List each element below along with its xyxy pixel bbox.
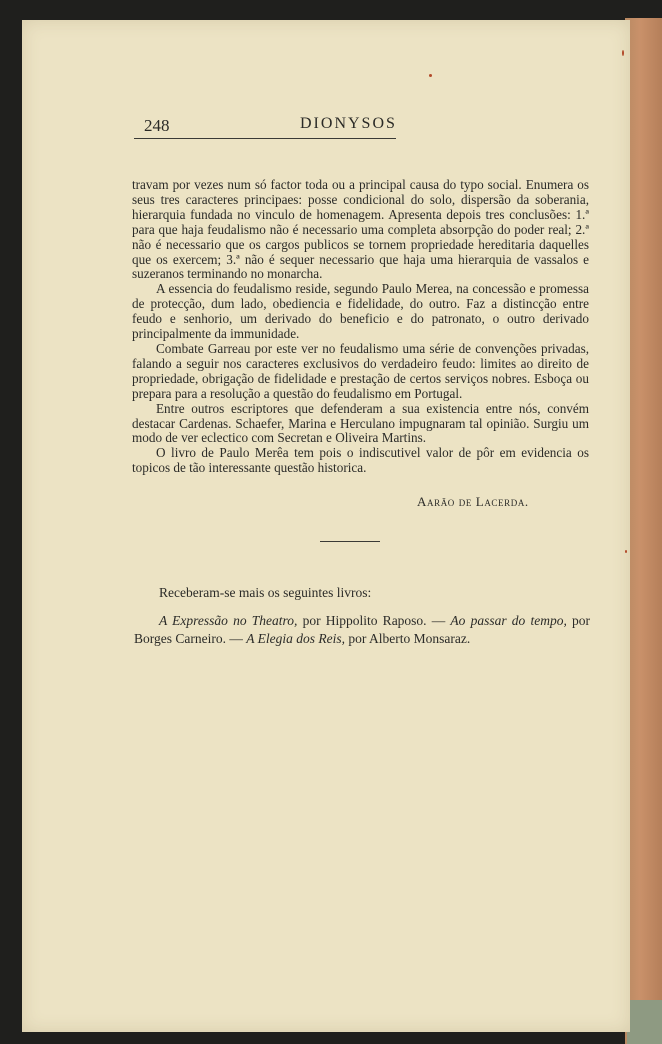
paragraph: Entre outros escriptores que defenderam a sua existencia entre nós, convém destacar Cardenas. Schaefer, Marina e Herculano impugnaram tal opinião. Surgiu um modo de ver eclectico com Secretan e Oliveira Martins. — [132, 400, 589, 446]
book-title: A Expressão no Theatro, — [159, 613, 298, 628]
running-title: DIONYSOS — [300, 115, 397, 132]
ink-speck — [429, 74, 432, 77]
book-page — [22, 20, 630, 1032]
page-number: 248 — [144, 116, 170, 135]
article-body — [132, 178, 589, 476]
adjacent-page-edge — [625, 18, 662, 1044]
book-title: A Elegia dos Reis, — [246, 631, 345, 646]
received-books-intro: Receberam-se mais os seguintes livros: — [159, 585, 372, 600]
book-author: por Borges Carneiro. — — [134, 613, 591, 646]
received-books-list — [134, 612, 590, 648]
paragraph: O livro de Paulo Merêa tem pois o indiscutivel valor de pôr em evidencia os topicos de tão interessante questão historica. — [132, 445, 589, 476]
book-author: por Alberto Monsaraz. — [344, 631, 471, 646]
page-header — [134, 114, 396, 139]
ink-speck — [622, 50, 624, 56]
author-signature: Aarão de Lacerda. — [417, 494, 529, 509]
book-author: por Hippolito Raposo. — — [297, 613, 451, 628]
ink-speck — [625, 550, 627, 553]
paragraph: A essencia do feudalismo reside, segundo Paulo Merea, na concessão e promessa de protecção, dum lado, obediencia e fidelidade, do outro. Faz a distincção entre feudo e senhorio, um derivado do beneficio e do patronato, o outro derivado principalmente da immunidade. — [132, 281, 589, 342]
paragraph: travam por vezes num só factor toda ou a principal causa do typo social. Enumera os seus tres caracteres principaes: posse condicional do solo, dispersão da soberania, hierarquia fundada no vinculo de homenagem. Apresenta depois tres conclusões: 1.ª para que haja feudalismo não é necessario uma completa absorpção do poder real; 2.ª não é necessario que os cargos publicos se tornem propriedade hereditaria daquelles que os exercem; 3.ª não é sequer necessario que haja uma hierarquia de vassalos e suzeranos terminando no monarcha. — [132, 177, 589, 282]
paragraph: Combate Garreau por este ver no feudalismo uma série de convenções privadas, falando a seguir nos caracteres exclusivos do verdadeiro feudo: limites ao direito de propriedade, obrigação de fidelidade e prestação de certos serviços nobres. Esboça ou prepara para a resolução a questão do feudalismo em Portugal. — [132, 340, 589, 401]
book-title: Ao passar do tempo, — [450, 613, 567, 628]
section-divider — [320, 541, 380, 542]
adjacent-page-edge-lower — [627, 1000, 662, 1044]
